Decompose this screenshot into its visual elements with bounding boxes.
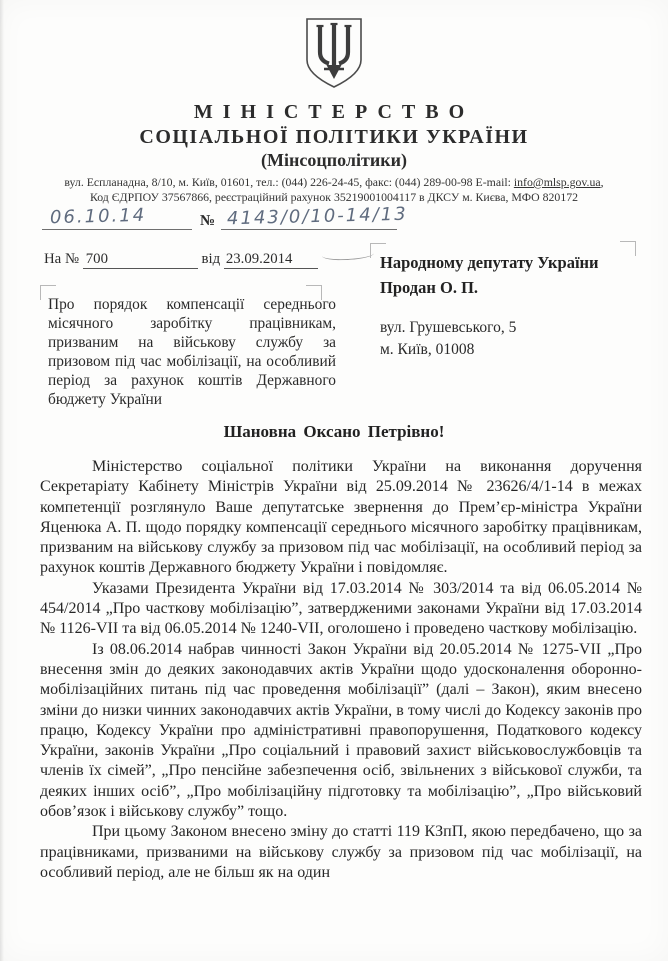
ministry-name-line2: СОЦІАЛЬНОЇ ПОЛІТИКИ УКРАЇНИ <box>139 126 529 148</box>
outgoing-date-field <box>42 206 192 230</box>
handwritten-stroke <box>321 248 374 262</box>
number-sign-label: № <box>200 213 216 229</box>
subject-text: Про порядок компенсації середнього місячного заробітку працівникам, призваним на військову службу за призовом під час мобілізації, на особливий період за рахунок коштів Державного бюджету України <box>48 296 336 408</box>
incoming-reference-row <box>44 251 374 269</box>
ministry-email-link[interactable]: info@mlsp.gov.ua <box>513 175 601 189</box>
corner-mark-top-right <box>620 241 636 256</box>
salutation: Шановна Оксано Петрівно! <box>223 422 445 441</box>
letter-body <box>40 457 642 883</box>
recipient-title: Народному депутату України <box>380 253 599 272</box>
body-paragraph: Указами Президента України від 17.03.2014 № 303/2014 та від 06.05.2014 № 454/2014 „Про часткову мобілізацію”, затвердженими законами України від 17.03.2014 № 1126-VII та від 06.05.2014 № 1240-VII, оголошено і проведено часткову мобілізацію. <box>40 579 642 638</box>
recipient-city: м. Київ, 01008 <box>380 341 475 358</box>
corner-mark-top-left <box>370 243 386 258</box>
recipient-street: вул. Грушевського, 5 <box>380 319 517 336</box>
corner-mark-top-left <box>40 285 56 300</box>
ministry-short-name: (Мінсоцполітики) <box>261 150 407 170</box>
outgoing-number-field <box>221 203 408 230</box>
subject-block <box>48 296 336 409</box>
ministry-registration-line: Код ЄДРПОУ 37567866, реєстраційний рахунок 35219001004117 в ДКСУ м. Києва, МФО 820172 <box>89 189 579 204</box>
corner-mark-top-right <box>306 285 322 300</box>
body-paragraph: Міністерство соціальної політики України на виконання доручення Секретаріату Кабінету Міністрів України від 25.09.2014 № 23626/4/1-14 в межах компетенції розглянуло Ваше депутатське звернення до Прем’єр-міністра України Яценюка А. П. щодо порядку компенсації середнього місячного заробітку працівникам, призваним на військову службу за призовом під час мобілізації, на особливий період за рахунок коштів Державного бюджету України і повідомляє. <box>40 458 642 577</box>
handwritten-date: 06.10.14 <box>49 204 147 229</box>
ministry-address-phone: вул. Еспланадна, 8/10, м. Київ, 01601, тел.: (044) 226-24-45, факс: (044) 289-00-98 E-mail: <box>64 175 514 189</box>
reply-to-label: На № <box>44 251 80 267</box>
recipient-name: Продан О. П. <box>380 278 479 297</box>
body-paragraph: Із 08.06.2014 набрав чинності Закон України від 20.05.2014 № 1275-VII „Про внесення змін до деяких законодавчих актів України щодо удосконалення оборонно-мобілізаційних питань під час проведення мобілізації” (далі – Закон), яким внесено зміни до низки чинних законодавчих актів України, в тому числі до Кодексу законів про працю, Кодексу України про адміністративні правопорушення, Податкового кодексу України, законів України „Про соціальний і правовий захист військовослужбовців та членів їх сімей”, „Про пенсійне забезпечення осіб, звільнених з військової служби, та деяких інших осіб”, „Про мобілізаційну підготовку та мобілізацію”, „Про військовий обов’язок і військову службу” тощо. <box>40 640 642 821</box>
reply-date-field: 23.09.2014 <box>224 251 318 269</box>
letterhead <box>0 0 668 204</box>
recipient-block <box>380 250 642 361</box>
body-paragraph: При цьому Законом внесено зміну до статті 119 КЗпП, якою передбачено, що за працівниками, призваними на військову службу за призовом під час мобілізації, на особливий період, але не більш як на один <box>40 823 642 881</box>
coat-of-arms-icon <box>0 16 668 95</box>
outgoing-reference-row <box>42 203 442 230</box>
ministry-contact-block <box>0 175 668 204</box>
address-comma: , <box>600 175 604 189</box>
reply-date-label: від <box>201 251 221 267</box>
ministry-name-line1: МІНІСТЕРСТВО <box>193 101 475 123</box>
reply-number-field: 700 <box>83 251 198 269</box>
handwritten-number: 4143/0/10-14/13 <box>226 203 408 230</box>
